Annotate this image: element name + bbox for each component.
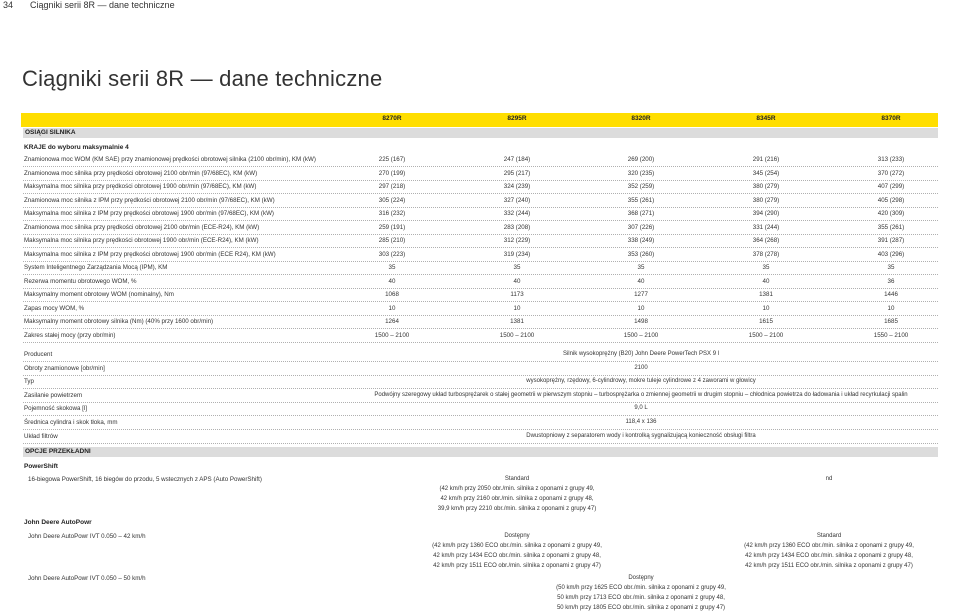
ivt42-left-detail: 42 km/h przy 1511 ECO obr./min. silnika z oponami z grupy 47): [433, 563, 601, 569]
ivt50-label: John Deere AutoPowr IVT 0.050 – 50 km/h: [28, 575, 146, 582]
engine-row-value: 307 (226): [627, 223, 655, 231]
engine-row-value: 40: [513, 277, 521, 285]
engine-row-label: Maksymalna moc silnika przy prędkości obrotowej 1900 obr/min (ECE-R24), KM (kW): [24, 237, 259, 244]
row-separator: [23, 288, 938, 289]
engine-row-value: 394 (290): [752, 210, 780, 217]
engine-row-label: Zapas mocy WOM, %: [24, 304, 85, 312]
engine-row-value: 40: [388, 277, 396, 285]
row-separator: [23, 274, 938, 275]
engine-row-value: 270 (199): [378, 169, 406, 177]
spec-row-value: Silnik wysokoprężny (B20) John Deere PowerTech PSX 9 l: [562, 351, 720, 357]
engine-row-value: 331 (244): [752, 223, 780, 231]
engine-row-value: 1500 – 2100: [748, 331, 784, 339]
engine-row-value: 291 (216): [752, 156, 780, 163]
engine-row-value: 1381: [510, 318, 524, 325]
engine-row-value: 378 (278): [752, 250, 780, 258]
engine-row-value: 10: [513, 304, 521, 312]
engine-row-value: 1500 – 2100: [374, 331, 410, 339]
engine-row-value: 10: [887, 304, 895, 312]
row-separator: [23, 247, 938, 248]
engine-row-value: 391 (287): [877, 237, 905, 244]
spec-row-value: wysokoprężny, rzędowy, 6-cylindrowy, mokre tuleje cylindrowe z 4 zaworami w głowicy: [526, 378, 756, 385]
row-separator: [23, 415, 938, 416]
engine-row-value: 1277: [634, 291, 648, 298]
spec-row-label: Obroty znamionowe [obr/min]: [24, 364, 105, 372]
spec-row-value: 2100: [634, 364, 648, 371]
page-number: 34: [3, 0, 14, 10]
engine-row-value: 247 (184): [503, 156, 531, 163]
engine-row-value: 259 (191): [378, 223, 406, 231]
engine-row-value: 10: [762, 304, 770, 312]
engine-row-value: 295 (217): [503, 169, 531, 177]
ivt42-label: John Deere AutoPowr IVT 0.050 – 42 km/h: [28, 533, 146, 540]
row-separator: [23, 234, 938, 235]
engine-row-label: Maksymalna moc silnika przy prędkości obrotowej 1900 obr/min (97/68EC), KM (kW): [24, 183, 257, 190]
running-title: Ciągniki serii 8R — dane techniczne: [30, 0, 175, 10]
model-8320r: 8320R: [631, 115, 651, 122]
engine-row-value: 368 (271): [627, 210, 655, 217]
autopowr-heading: John Deere AutoPowr: [24, 519, 92, 526]
ivt42-right-detail: (42 km/h przy 1360 ECO obr./min. silnika z oponami z grupy 49,: [744, 543, 914, 549]
engine-row-value: 1068: [385, 291, 399, 298]
row-separator: [23, 261, 938, 262]
engine-row-label: Maksymalny moment obrotowy WOM (nominalny), Nm: [24, 291, 174, 298]
engine-row-value: 316 (232): [378, 210, 406, 217]
engine-row-label: Znamionowa moc silnika przy prędkości obrotowej 2100 obr/min (97/68EC), KM (kW): [24, 169, 258, 177]
spec-row-label: Typ: [24, 378, 34, 386]
engine-row-value: 35: [513, 264, 521, 271]
engine-row-value: 1381: [759, 291, 773, 298]
engine-row-value: 305 (224): [378, 196, 406, 204]
engine-row-value: 353 (260): [627, 250, 655, 258]
ivt42-left-status: Dostępny: [504, 533, 530, 539]
spec-row-label: Średnica cylindra i skok tłoka, mm: [24, 419, 118, 426]
row-separator: [23, 166, 938, 167]
engine-row-value: 380 (279): [752, 196, 780, 204]
spec-row-label: Układ filtrów: [24, 432, 58, 440]
row-separator: [23, 402, 938, 403]
engine-row-value: 1500 – 2100: [623, 331, 659, 339]
engine-row-value: 420 (309): [877, 210, 905, 217]
engine-row-value: 35: [887, 264, 895, 271]
ivt50-detail: 50 km/h przy 1713 ECO obr./min. silnika z oponami z grupy 48,: [557, 595, 725, 601]
engine-row-value: 1500 – 2100: [499, 331, 535, 339]
row-separator: [23, 180, 938, 181]
model-header-bar: [21, 113, 938, 127]
engine-row-label: Zakres stałej mocy (przy obr/min): [24, 331, 116, 339]
engine-row-value: 40: [762, 277, 770, 285]
engine-row-value: 1685: [884, 318, 898, 325]
powershift-right-status: nd: [825, 476, 833, 482]
engine-row-value: 352 (259): [627, 183, 655, 190]
engine-row-value: 370 (272): [877, 169, 905, 177]
engine-row-value: 312 (229): [503, 237, 531, 244]
engine-row-label: Maksymalna moc silnika z IPM przy prędkości obrotowej 1900 obr/min (97/68EC), KM (kW): [24, 210, 274, 217]
row-separator: [23, 388, 938, 389]
engine-row-label: Znamionowa moc silnika z IPM przy prędkości obrotowej 2100 obr/min (97/68EC), KM (kW): [24, 196, 275, 204]
model-8270r: 8270R: [382, 115, 402, 122]
row-separator: [23, 342, 938, 343]
powershift-detail: (42 km/h przy 2050 obr./min. silnika z oponami z grupy 49,: [439, 486, 595, 492]
spec-row-label: Producent: [24, 351, 53, 358]
engine-row-value: 320 (235): [627, 169, 655, 177]
engine-row-value: 338 (249): [627, 237, 655, 244]
model-8370r: 8370R: [881, 115, 901, 122]
page-title: Ciągniki serii 8R — dane techniczne: [22, 66, 383, 91]
engine-row-value: 1550 – 2100: [873, 331, 909, 339]
ivt42-right-detail: 42 km/h przy 1434 ECO obr./min. silnika z oponami z grupy 48,: [745, 553, 913, 559]
section-engine: OSIĄGI SILNIKA: [23, 128, 938, 138]
engine-row-value: 313 (233): [877, 156, 905, 163]
engine-row-value: 1264: [385, 318, 399, 325]
model-8345r: 8345R: [756, 115, 776, 122]
engine-row-value: 285 (210): [378, 237, 406, 244]
engine-row-value: 10: [388, 304, 396, 312]
engine-row-value: 345 (254): [752, 169, 780, 177]
spec-row-value: Dwustopniowy z separatorem wody i kontrolką sygnalizującą konieczność obsługi filtra: [526, 432, 756, 439]
engine-row-value: 380 (279): [752, 183, 780, 190]
powershift-detail: 39,9 km/h przy 2210 obr./min. silnika z oponami z grupy 47): [437, 506, 597, 512]
spec-row-value: 9,0 L: [634, 405, 648, 412]
ivt42-right-status: Standard: [816, 533, 842, 539]
engine-row-value: 403 (296): [877, 250, 905, 258]
ivt50-status: Dostępny: [628, 575, 654, 581]
section-transmission: OPCJE PRZEKŁADNI: [23, 447, 938, 457]
engine-row-label: Rezerwa momentu obrotowego WOM, %: [24, 277, 137, 285]
row-separator: [23, 315, 938, 316]
engine-row-value: 10: [637, 304, 645, 312]
engine-row-value: 1615: [759, 318, 773, 325]
row-separator: [23, 301, 938, 302]
engine-subheading: KRAJE do wyboru maksymalnie 4: [24, 144, 129, 151]
engine-row-value: 225 (167): [378, 156, 406, 163]
engine-row-label: Maksymalna moc silnika z IPM przy prędkości obrotowej 1900 obr/min (ECE R24), KM (kW): [24, 250, 276, 258]
row-separator: [23, 207, 938, 208]
engine-row-value: 364 (268): [752, 237, 780, 244]
engine-row-value: 407 (299): [877, 183, 905, 190]
engine-row-value: 35: [637, 264, 645, 271]
spec-row-label: Zasilanie powietrzem: [24, 391, 83, 399]
row-separator: [23, 361, 938, 362]
ivt42-right-detail: 42 km/h przy 1511 ECO obr./min. silnika z oponami z grupy 47): [745, 563, 913, 569]
row-separator: [23, 193, 938, 194]
engine-row-value: 283 (208): [503, 223, 531, 231]
engine-row-label: Znamionowa moc silnika przy prędkości obrotowej 2100 obr/min (ECE-R24), KM (kW): [24, 223, 260, 231]
engine-row-value: 324 (239): [503, 183, 531, 190]
engine-row-value: 35: [762, 264, 770, 271]
row-separator: [23, 375, 938, 376]
engine-row-label: System Inteligentnego Zarządzania Mocą (IPM), KM: [24, 264, 168, 271]
row-separator: [23, 429, 938, 430]
engine-row-value: 332 (244): [503, 210, 531, 217]
engine-row-value: 319 (234): [503, 250, 531, 258]
ivt50-detail: 50 km/h przy 1805 ECO obr./min. silnika z oponami z grupy 47): [556, 605, 726, 611]
row-separator: [23, 220, 938, 221]
powershift-heading: PowerShift: [24, 463, 58, 470]
engine-row-value: 303 (223): [378, 250, 406, 258]
engine-row-label: Znamionowa moc WOM (KM SAE) przy znamionowej prędkości obrotowej silnika (2100 obr/min), KM (kW): [24, 156, 316, 163]
engine-row-value: 36: [887, 277, 895, 285]
row-separator: [23, 443, 938, 444]
engine-row-value: 1498: [634, 318, 648, 325]
engine-row-value: 297 (218): [378, 183, 406, 190]
spec-row-value: 118,4 x 136: [625, 419, 657, 425]
ivt42-left-detail: (42 km/h przy 1360 ECO obr./min. silnika z oponami z grupy 49,: [432, 543, 602, 549]
engine-row-value: 355 (261): [627, 196, 655, 204]
ivt50-detail: (50 km/h przy 1625 ECO obr./min. silnika z oponami z grupy 49,: [556, 585, 726, 591]
row-separator: [23, 328, 938, 329]
engine-row-value: 405 (298): [877, 196, 905, 204]
engine-row-value: 355 (261): [877, 223, 905, 231]
page-header: [0, 0, 960, 10]
model-8295r: 8295R: [507, 115, 527, 122]
spec-row-value: Podwójny szeregowy układ turbosprężarek o stałej geometrii w pierwszym stopniu – turbosprężarka o zmiennej geometrii w drugim stopniu – chłodnica powietrza do ładowania i układ recyrkulacji spalin: [374, 391, 908, 398]
engine-row-value: 1446: [884, 291, 898, 298]
engine-row-value: 40: [637, 277, 645, 285]
engine-row-value: 35: [388, 264, 396, 271]
spec-row-label: Pojemność skokowa [l]: [24, 405, 87, 413]
powershift-left-status: Standard: [504, 476, 530, 482]
ivt42-left-detail: 42 km/h przy 1434 ECO obr./min. silnika z oponami z grupy 48,: [433, 553, 601, 559]
engine-row-value: 1173: [510, 291, 524, 298]
powershift-detail: 42 km/h przy 2160 obr./min. silnika z oponami z grupy 48,: [440, 496, 594, 502]
engine-row-value: 269 (200): [627, 156, 655, 163]
powershift-row-label: 16-biegowa PowerShift, 16 biegów do przodu, 5 wstecznych z APS (Auto PowerShift): [28, 476, 262, 483]
engine-row-label: Maksymalny moment obrotowy silnika (Nm) (40% przy 1600 obr/min): [24, 318, 214, 325]
engine-row-value: 327 (240): [503, 196, 531, 204]
